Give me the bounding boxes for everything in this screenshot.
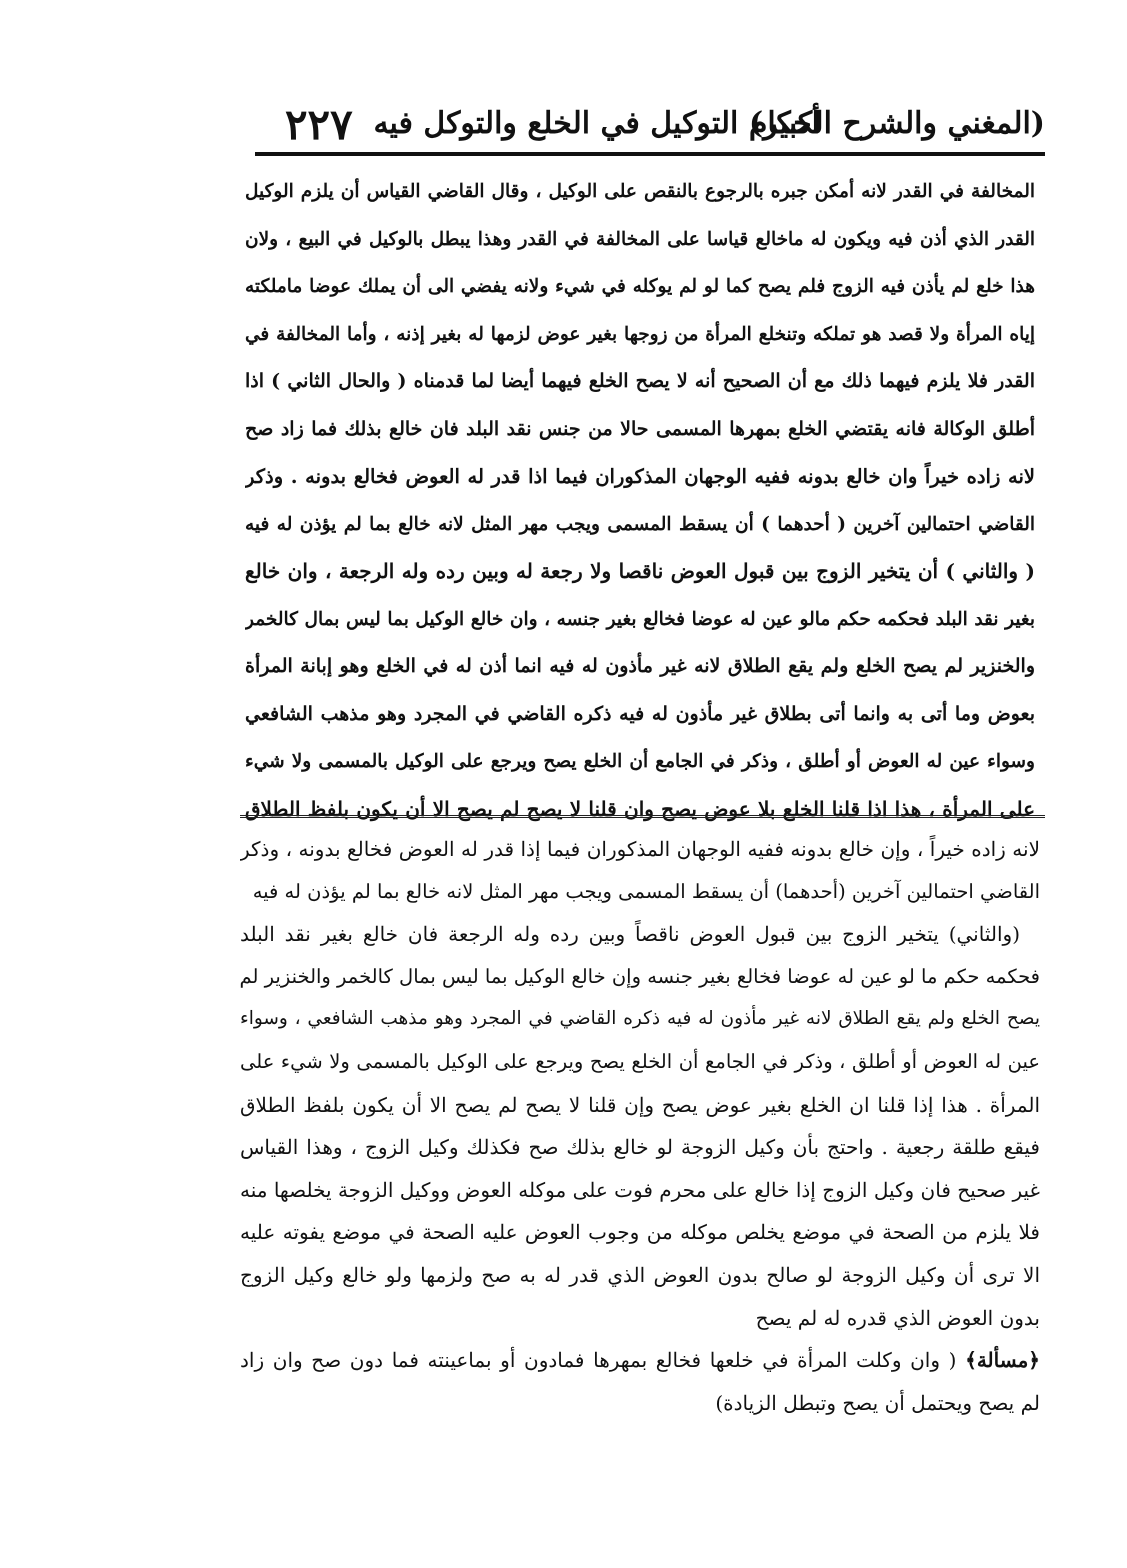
main-text-line: بعوض وما أتى به وانما أتى بطلاق غير مأذون له فيه ذكره القاضي في المجرد وهو مذهب الشافعي: [245, 702, 1035, 725]
commentary-line: بدون العوض الذي قدره له لم يصح: [755, 1305, 1040, 1330]
main-text-line: إياه المرأة ولا قصد هو تملكه وتنخلع المرأة من زوجها بغير عوض لزمها له بغير إذنه ، وأما المخالفة في: [245, 323, 1035, 345]
commentary-line: يصح الخلع ولم يقع الطلاق لانه غير مأذون له فيه ذكره القاضي في المجرد وهو مذهب الشافعي ، وسواء: [240, 1008, 1040, 1030]
main-text-line: على المرأة ، هذا اذا قلنا الخلع بلا عوض يصح وان قلنا لا يصح لم يصح الا أن يكون بلفظ الطلاق: [245, 796, 1035, 821]
section-separator: [240, 815, 1045, 818]
commentary-line: القاضي احتمالين آخرين (أحدهما) أن يسقط المسمى ويجب مهر المثل لانه خالع بما لم يؤذن له فيه: [252, 879, 1040, 903]
header-rule: [255, 152, 1045, 156]
book-title: (المغني والشرح الكبير): [749, 106, 1045, 141]
main-text-line: القدر الذي أذن فيه ويكون له ماخالع قياسا على المخالفة في القدر وهذا يبطل بالوكيل في البيع ، ولان: [245, 228, 1035, 250]
main-text-line: وسواء عين له العوض أو أطلق ، وذكر في الجامع أن الخلع يصح ويرجع على الوكيل بالمسمى ولا شيء: [245, 751, 1035, 772]
commentary-line: غير صحيح فان وكيل الزوج إذا خالع على محرم فوت على موكله العوض ووكيل الزوجة يخلصها منه: [240, 1177, 1040, 1202]
main-text-line: لانه زاده خيراً وان خالع بدونه ففيه الوجهان المذكوران فيما اذا قدر له العوض فخالع بدونه . وذكر: [245, 465, 1035, 488]
main-text-line: هذا خلع لم يأذن فيه الزوج فلم يصح كما لو لم يوكله في شيء ولانه يفضي الى أن يملك عوضا ماملكته: [245, 276, 1035, 297]
page-header: [255, 100, 1045, 156]
main-text-line: ( والثاني ) أن يتخير الزوج بين قبول العوض ناقصا ولا رجعة له وبين رده وله الرجعة ، وان خالع: [245, 559, 1035, 583]
main-text-line: بغير نقد البلد فحكمه حكم مالو عين له عوضا فخالع بغير جنسه ، وان خالع الوكيل بما ليس بمال كالخمر: [245, 608, 1035, 630]
commentary-line: عين له العوض أو أطلق ، وذكر في الجامع أن الخلع يصح ويرجع على الوكيل بالمسمى ولا شيء على: [240, 1049, 1040, 1073]
commentary-line: المرأة . هذا إذا قلنا ان الخلع بغير عوض يصح وإن قلنا لا يصح لم يصح الا أن يكون بلفظ الطلاق: [240, 1092, 1040, 1117]
chapter-title: أحكام التوكيل في الخلع والتوكل فيه: [373, 106, 820, 141]
commentary-line: (والثاني) يتخير الزوج بين قبول العوض ناقصاً وبين رده وله الرجعة فان خالع بغير نقد البلد: [240, 922, 1020, 947]
masala-marker: ﴿مسألة﴾: [965, 1348, 1040, 1373]
main-text-line: أطلق الوكالة فانه يقتضي الخلع بمهرها المسمى حالا من جنس نقد البلد فان خالع بذلك فما زاد صح: [245, 417, 1035, 440]
main-text-line: القدر فلا يلزم فيهما ذلك مع أن الصحيح أنه لا يصح الخلع فيهما أيضا لما قدمناه ( والحال الثاني ) اذا: [245, 370, 1035, 392]
main-text-line: والخنزير لم يصح الخلع ولم يقع الطلاق لانه غير مأذون له فيه انما أذن له في الخلع وهو إبانة المرأة: [245, 655, 1035, 677]
masala-line: لم يصح ويحتمل أن يصح وتبطل الزيادة): [715, 1390, 1040, 1415]
commentary-line: فحكمه حكم ما لو عين له عوضا فخالع بغير جنسه وإن خالع الوكيل بما ليس بمال كالخمر والخنزير لم: [240, 964, 1040, 988]
commentary-block: [240, 828, 1040, 1424]
commentary-line: لانه زاده خيراً ، وإن خالع بدونه ففيه الوجهان المذكوران فيما إذا قدر له العوض فخالع بدونه ، وذكر: [240, 837, 1040, 861]
page-number: ٢٢٧: [285, 100, 353, 149]
main-text-line: المخالفة في القدر لانه أمكن جبره بالرجوع بالنقص على الوكيل ، وقال القاضي القياس أن يلزم الوكيل: [245, 181, 1035, 202]
masala-line: [240, 1339, 1040, 1382]
commentary-line: الا ترى أن وكيل الزوجة لو صالح بدون العوض الذي قدر له به صح ولزمها ولو خالع وكيل الزوج: [240, 1262, 1040, 1287]
commentary-line: فيقع طلقة رجعية . واحتج بأن وكيل الزوجة لو خالع بذلك صح فكذلك وكيل الزوج ، وهذا القياس: [240, 1135, 1040, 1160]
masala-text: ( وان وكلت المرأة في خلعها فخالع بمهرها فمادون أو بماعينته فما دون صح وان زاد: [240, 1348, 957, 1373]
main-text-block: [245, 168, 1035, 833]
commentary-line: فلا يلزم من الصحة في موضع يخلص موكله من وجوب العوض عليه الصحة في موضع يفوته عليه: [240, 1220, 1040, 1245]
main-text-line: القاضي احتمالين آخرين ( أحدهما ) أن يسقط المسمى ويجب مهر المثل لانه خالع بما لم يؤذن له فيه: [245, 513, 1035, 535]
